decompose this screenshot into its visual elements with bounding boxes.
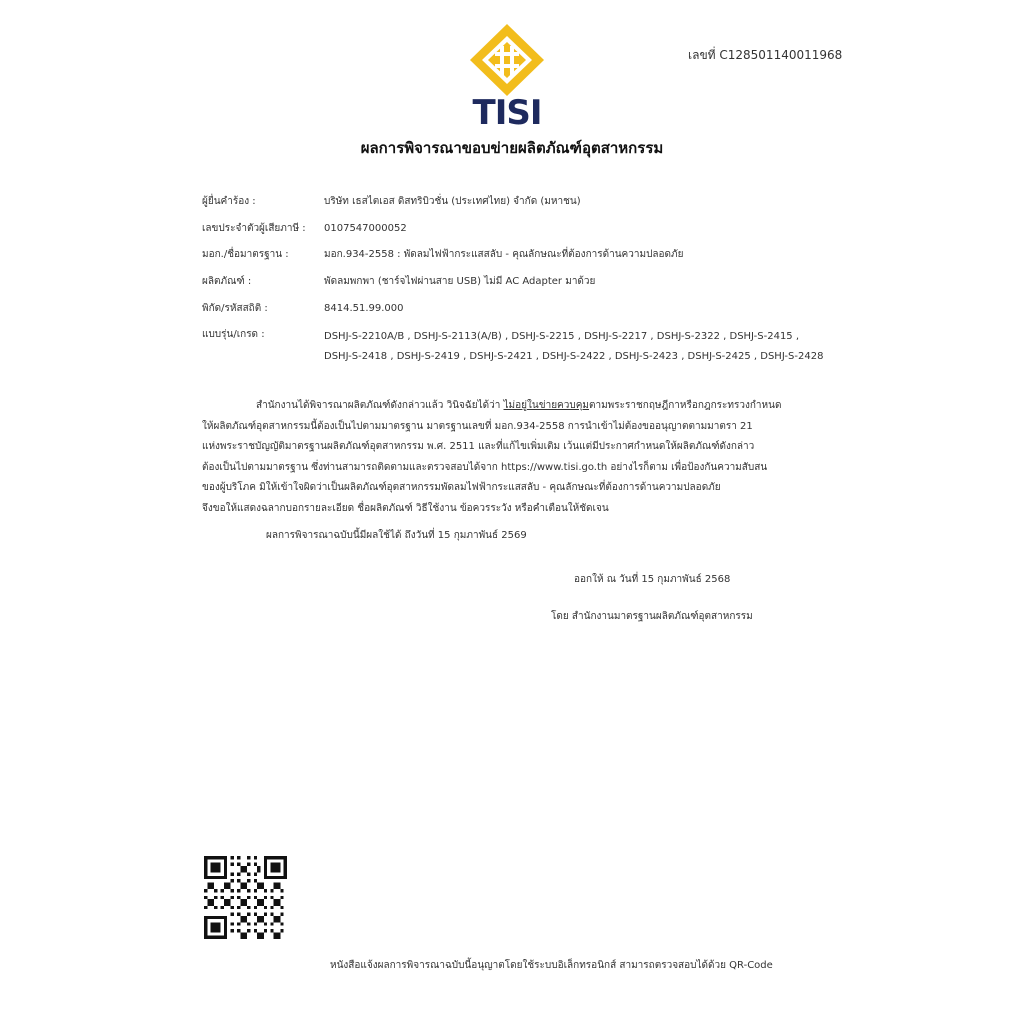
field-label: แบบรุ่น/เกรด : xyxy=(202,329,265,340)
issuer-text: โดย สำนักงานมาตรฐานผลิตภัณฑ์อุตสาหกรรม xyxy=(551,611,753,622)
field-value: พัดลมพกพา (ชาร์จไฟผ่านสาย USB) ไม่มี AC Adapter มาด้วย xyxy=(324,276,596,287)
model-row xyxy=(202,327,324,342)
field-label: มอก./ชื่อมาตรฐาน : xyxy=(202,249,289,260)
model-line: DSHJ-S-2210A/B , DSHJ-S-2113(A/B) , DSHJ-S-2215 , DSHJ-S-2217 , DSHJ-S-2322 , DSHJ-S-2415 , xyxy=(324,331,800,342)
tariff-row xyxy=(202,301,404,316)
field-value: มอก.934-2558 : พัดลมไฟฟ้ากระแสสลับ - คุณลักษณะที่ต้องการด้านความปลอดภัย xyxy=(324,249,684,260)
paragraph-line: ต้องเป็นไปตามมาตรฐาน ซึ่งท่านสามารถติดตามและตรวจสอบได้จาก https://www.tisi.go.th อย่างไรก็ตาม เพื่อป้องกันความสับสน xyxy=(202,461,768,473)
svg-text:TISI: TISI xyxy=(472,93,542,128)
tax-id-row xyxy=(202,221,407,236)
paragraph-line: ของผู้บริโภค มิให้เข้าใจผิดว่าเป็นผลิตภัณฑ์อุตสาหกรรมพัดลมไฟฟ้ากระแสสลับ - คุณลักษณะที่ต้องการด้านความปลอดภัย xyxy=(202,482,721,493)
paragraph-line: แห่งพระราชบัญญัติมาตรฐานผลิตภัณฑ์อุตสาหกรรม พ.ศ. 2511 และที่แก้ไขเพิ่มเติม เว้นแต่มีประกาศกำหนดให้ผลิตภัณฑ์ดังกล่าว xyxy=(202,441,755,452)
standard-row xyxy=(202,247,684,262)
field-label: เลขประจำตัวผู้เสียภาษี : xyxy=(202,223,306,234)
tisi-logo-icon xyxy=(466,22,548,128)
paragraph-line: จึงขอให้แสดงฉลากบอกรายละเอียด ชื่อผลิตภัณฑ์ วิธีใช้งาน ข้อควรระวัง หรือคำเตือนให้ชัดเจน xyxy=(202,502,609,514)
model-line: DSHJ-S-2418 , DSHJ-S-2419 , DSHJ-S-2421 , DSHJ-S-2422 , DSHJ-S-2423 , DSHJ-S-2425 , DSHJ-S-2428 xyxy=(324,351,824,362)
not-controlled-text: ไม่อยู่ในข่ายควบคุม xyxy=(503,400,589,411)
field-value: 8414.51.99.000 xyxy=(324,303,404,314)
field-label: ผู้ยื่นคำร้อง : xyxy=(202,196,256,207)
applicant-row xyxy=(202,194,581,209)
product-row xyxy=(202,274,595,289)
model-list xyxy=(324,327,844,367)
document-number: เลขที่ C128501140011968 xyxy=(688,48,843,62)
qr-code-icon[interactable] xyxy=(204,856,287,939)
field-value: บริษัท เธสไตเอส ดิสทริบิวชั่น (ประเทศไทย) จำกัด (มหาชน) xyxy=(324,196,581,207)
footer-note: หนังสือแจ้งผลการพิจารณาฉบับนี้อนุญาตโดยใช้ระบบอิเล็กทรอนิกส์ สามารถตรวจสอบได้ด้วย QR-Code xyxy=(330,960,773,971)
page-title: ผลการพิจารณาขอบข่ายผลิตภัณฑ์อุตสาหกรรม xyxy=(360,139,664,157)
field-label: พิกัด/รหัสสถิติ : xyxy=(202,303,268,314)
paragraph-line: สำนักงานได้พิจารณาผลิตภัณฑ์ดังกล่าวแล้ว วินิจฉัยได้ว่า ไม่อยู่ในข่ายควบคุมตามพระราชกฤษฎีกาหรือกฎกระทรวงกำหนด xyxy=(256,400,782,411)
field-label: ผลิตภัณฑ์ : xyxy=(202,276,252,287)
validity-text: ผลการพิจารณาฉบับนี้มีผลใช้ได้ ถึงวันที่ 15 กุมภาพันธ์ 2569 xyxy=(266,530,527,541)
field-value: 0107547000052 xyxy=(324,223,407,234)
decision-paragraph xyxy=(202,396,822,519)
paragraph-line: ให้ผลิตภัณฑ์อุตสาหกรรมนี้ต้องเป็นไปตามมาตรฐาน มาตรฐานเลขที่ มอก.934-2558 การนำเข้าไม่ต้องขออนุญาตตามมาตรา 21 xyxy=(202,420,753,432)
issue-date-text: ออกให้ ณ วันที่ 15 กุมภาพันธ์ 2568 xyxy=(574,574,731,585)
